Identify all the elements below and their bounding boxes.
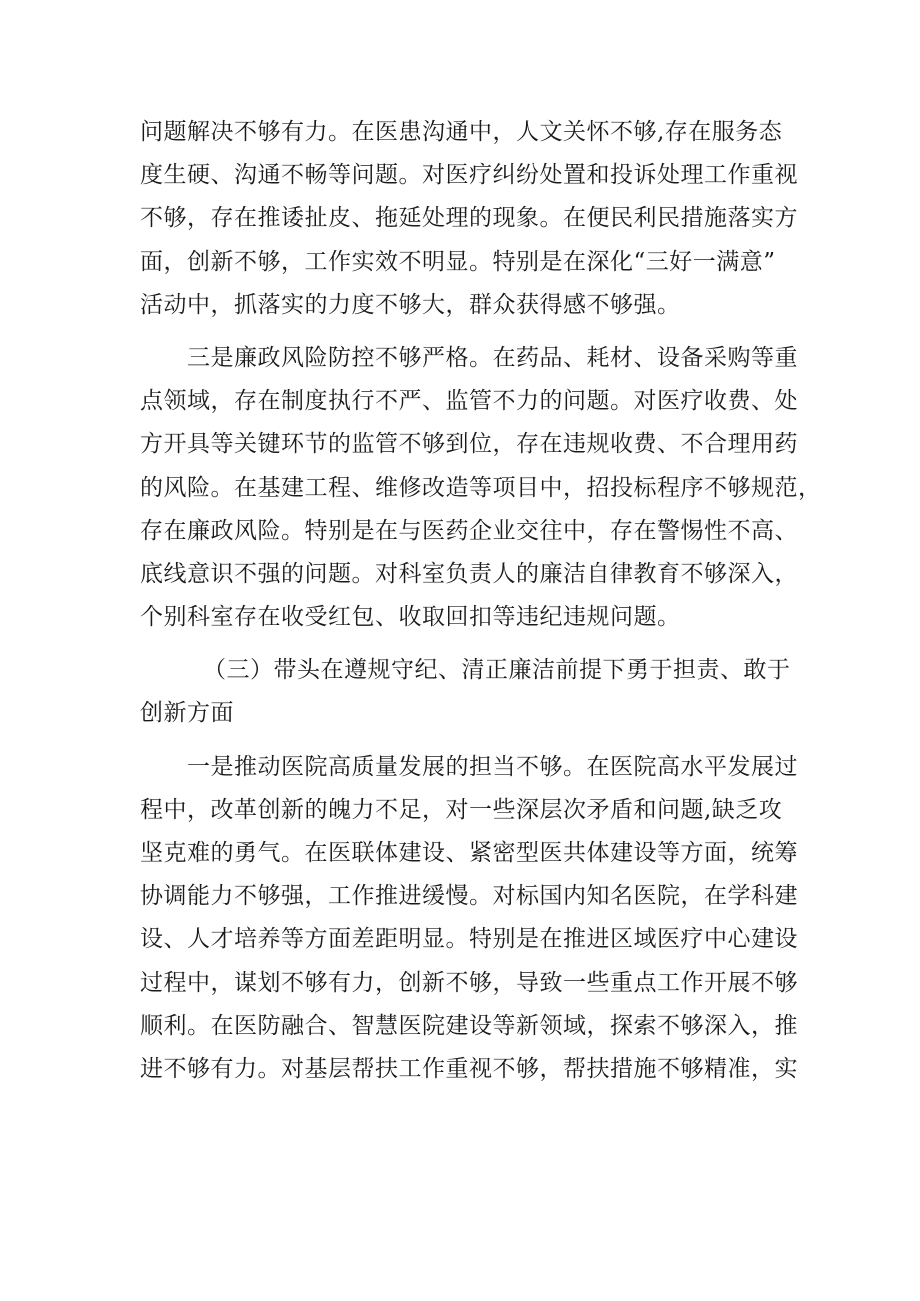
section-heading-3 xyxy=(140,649,790,735)
heading-line: （三）带头在遵规守纪、清正廉洁前提下勇于担责、敢于 xyxy=(203,657,791,684)
text-line: 三是廉政风险防控不够严格。在药品、耗材、设备采购等重 xyxy=(187,344,798,371)
text-line: 存在廉政风险。特别是在与医药企业交往中，存在警惕性不高、 xyxy=(140,517,798,544)
text-line: 个别科室存在收受红包、收取回扣等违纪违规问题。 xyxy=(140,604,681,631)
text-line: 度生硬、沟通不畅等问题。对医疗纠纷处置和投诉处理工作重视 xyxy=(140,162,798,189)
text-line: 底线意识不强的问题。对科室负责人的廉洁自律教育不够深入， xyxy=(140,560,798,587)
text-line: 过程中，谋划不够有力，创新不够，导致一些重点工作开展不够 xyxy=(140,969,798,996)
text-line: 点领域，存在制度执行不严、监管不力的问题。对医疗收费、处 xyxy=(140,388,798,415)
paragraph-gap xyxy=(140,639,790,649)
text-line: 协调能力不够强，工作推进缓慢。对标国内知名医院，在学科建 xyxy=(140,883,798,910)
text-line: 一是推动医院高质量发展的担当不够。在医院高水平发展过 xyxy=(187,753,798,780)
text-line: 程中，改革创新的魄力不足，对一些深层次矛盾和问题,缺乏攻 xyxy=(140,796,783,823)
paragraph-gap xyxy=(140,327,790,337)
text-line: 活动中，抓落实的力度不够大，群众获得感不够强。 xyxy=(140,291,681,318)
text-line: 不够，存在推诿扯皮、拖延处理的现象。在便民利民措施落实方 xyxy=(140,205,798,232)
text-line: 进不够有力。对基层帮扶工作重视不够，帮扶措施不够精准，实 xyxy=(140,1055,798,1082)
text-line: 设、人才培养等方面差距明显。特别是在推进区域医疗中心建设 xyxy=(140,926,798,953)
heading-line: 创新方面 xyxy=(140,700,234,727)
text-line: 问题解决不够有力。在医患沟通中，人文关怀不够,存在服务态 xyxy=(140,119,783,145)
text-line: 方开具等关键环节的监管不够到位，存在违规收费、不合理用药 xyxy=(140,431,798,458)
paragraph-service-issues xyxy=(140,111,798,327)
text-line: 的风险。在基建工程、维修改造等项目中，招投标程序不够规范， xyxy=(140,474,822,501)
paragraph-development-responsibility xyxy=(140,746,798,1092)
text-line: 面，创新不够，工作实效不明显。特别是在深化“三好一满意” xyxy=(140,248,776,275)
text-line: 坚克难的勇气。在医联体建设、紧密型医共体建设等方面，统筹 xyxy=(140,840,798,866)
text-line: 顺利。在医防融合、智慧医院建设等新领域，探索不够深入，推 xyxy=(140,1012,798,1039)
paragraph-gap xyxy=(140,736,790,746)
paragraph-integrity-risk xyxy=(140,337,822,639)
document-body xyxy=(140,111,822,1091)
